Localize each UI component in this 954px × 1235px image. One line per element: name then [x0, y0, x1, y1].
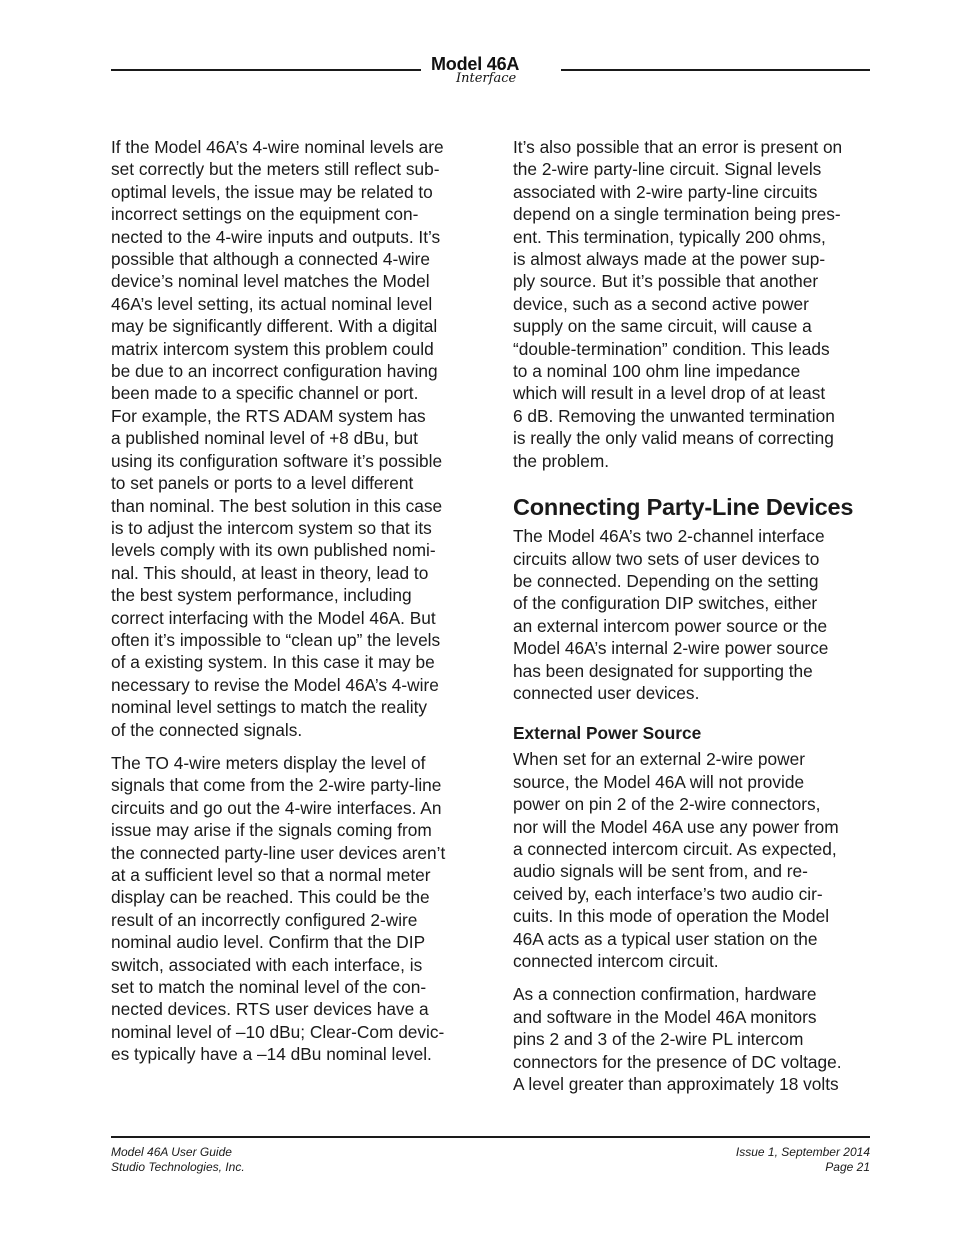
text-line: a connected intercom circuit. As expected, [513, 838, 837, 859]
text-line: ceived by, each interface’s two audio cir- [513, 883, 823, 904]
text-line: connected user devices. [513, 682, 700, 703]
section-paragraph [513, 525, 878, 704]
text-line: often it’s impossible to “clean up” the levels [111, 629, 441, 650]
text-line: be due to an incorrect configuration having [111, 361, 438, 382]
text-line: possible that although a connected 4-wire [111, 249, 430, 270]
footer-company: Studio Technologies, Inc. [111, 1160, 245, 1174]
text-line: incorrect settings on the equipment con- [111, 204, 419, 225]
footer-right [736, 1145, 870, 1175]
subsection-heading: External Power Source [513, 723, 702, 744]
left-column [111, 136, 483, 1077]
text-line: device’s nominal level matches the Model [111, 271, 430, 292]
text-line: es typically have a –14 dBu nominal level. [111, 1044, 432, 1065]
text-line: supply on the same circuit, will cause a [513, 316, 812, 337]
text-line: the problem. [513, 450, 610, 471]
text-line: power on pin 2 of the 2-wire connectors, [513, 794, 821, 815]
text-line: “double-termination” condition. This leads [513, 338, 830, 359]
text-line: signals that come from the 2-wire party-line [111, 775, 442, 796]
text-line: which will result in a level drop of at least [513, 383, 826, 404]
text-line: necessary to revise the Model 46A’s 4-wire [111, 674, 439, 695]
text-line: issue may arise if the signals coming from [111, 820, 432, 841]
subsection-paragraph-2 [513, 983, 878, 1095]
text-line: to a nominal 100 ohm line impedance [513, 361, 801, 382]
footer-page-number: Page 21 [825, 1160, 870, 1174]
text-line: of the configuration DIP switches, either [513, 593, 818, 614]
text-line: nor will the Model 46A use any power from [513, 816, 839, 837]
text-line: If the Model 46A’s 4-wire nominal levels are [111, 137, 444, 157]
text-line: A level greater than approximately 18 volts [513, 1074, 839, 1095]
header-title: Model 46A [431, 54, 520, 74]
text-line: may be significantly different. With a digital [111, 316, 438, 337]
footer-issue: Issue 1, September 2014 [735, 1145, 870, 1159]
text-line: audio signals will be sent from, and re- [513, 861, 808, 882]
header-subtitle: Interface [456, 71, 517, 86]
text-line: is to adjust the intercom system so that its [111, 517, 432, 538]
text-line: to set panels or ports to a level different [111, 473, 414, 494]
text-line: levels comply with its own published nomi- [111, 540, 436, 561]
text-line: set to match the nominal level of the con- [111, 977, 427, 998]
text-line: source, the Model 46A will not provide [513, 771, 805, 792]
text-line: The TO 4-wire meters display the level of [111, 752, 426, 773]
text-line: the 2-wire party-line circuit. Signal levels [513, 159, 822, 180]
text-line: Model 46A’s internal 2-wire power source [513, 638, 829, 659]
text-line: depend on a single termination being pres- [513, 204, 841, 225]
text-line: ent. This termination, typically 200 ohms, [513, 226, 826, 247]
text-line: the connected party-line user devices aren’t [111, 842, 446, 863]
text-line: cuits. In this mode of operation the Model [513, 906, 830, 927]
left-paragraph-2 [111, 752, 483, 1066]
text-line: has been designated for supporting the [513, 660, 813, 681]
right-column [513, 136, 878, 1106]
text-line: matrix intercom system this problem could [111, 338, 434, 359]
header-rule-right [561, 69, 870, 71]
text-line: nected to the 4-wire inputs and outputs. It’s [111, 226, 441, 247]
text-line: 46A acts as a typical user station on the [513, 928, 818, 949]
text-line: 46A’s level setting, its actual nominal level [111, 293, 433, 314]
text-line: As a connection confirmation, hardware [513, 984, 817, 1005]
section-heading: Connecting Party-Line Devices [513, 494, 854, 521]
left-paragraph-1 [111, 136, 483, 741]
text-line: associated with 2-wire party-line circuits [513, 181, 818, 202]
subsection-paragraph-1 [513, 748, 878, 972]
text-line: the best system performance, including [111, 585, 412, 606]
text-line: switch, associated with each interface, is [111, 954, 423, 975]
footer-rule [111, 1136, 870, 1138]
text-line: and software in the Model 46A monitors [513, 1006, 817, 1027]
text-line: pins 2 and 3 of the 2-wire PL intercom [513, 1029, 804, 1050]
text-line: is really the only valid means of correcting [513, 428, 834, 449]
text-line: be connected. Depending on the setting [513, 570, 819, 591]
text-line: correct interfacing with the Model 46A. But [111, 607, 436, 628]
text-line: connectors for the presence of DC voltage. [513, 1051, 842, 1072]
text-line: nected devices. RTS user devices have a [111, 999, 429, 1020]
text-line: When set for an external 2-wire power [513, 749, 805, 770]
text-line: is almost always made at the power sup- [513, 249, 826, 270]
text-line: nominal audio level. Confirm that the DIP [111, 932, 426, 953]
text-line: of the connected signals. [111, 719, 303, 740]
text-line: an external intercom power source or the [513, 615, 828, 636]
header-rule-left [111, 69, 421, 71]
text-line: nal. This should, at least in theory, lead to [111, 562, 429, 583]
text-line: of a existing system. In this case it may be [111, 652, 435, 673]
text-line: optimal levels, the issue may be related to [111, 181, 433, 202]
text-line: result of an incorrectly configured 2-wire [111, 909, 418, 930]
text-line: The Model 46A’s two 2-channel interface [513, 526, 825, 547]
text-line: circuits and go out the 4-wire interfaces. An [111, 797, 442, 818]
text-line: at a sufficient level so that a normal meter [111, 865, 431, 885]
text-line: nominal level settings to match the reality [111, 697, 428, 718]
text-line: For example, the RTS ADAM system has [111, 405, 426, 426]
text-line: set correctly but the meters still reflect sub- [111, 159, 440, 180]
text-line: ply source. But it’s possible that another [513, 271, 819, 292]
right-intro-paragraph [513, 136, 878, 472]
footer-guide-title: Model 46A User Guide [111, 1145, 232, 1159]
text-line: than nominal. The best solution in this case [111, 495, 443, 516]
text-line: It’s also possible that an error is present on [513, 137, 843, 157]
text-line: a published nominal level of +8 dBu, but [111, 428, 418, 449]
footer-left [111, 1145, 245, 1175]
text-line: connected intercom circuit. [513, 951, 719, 971]
text-line: been made to a specific channel or port. [111, 383, 419, 404]
text-line: device, such as a second active power [513, 293, 809, 314]
text-line: using its configuration software it’s possible [111, 450, 443, 471]
text-line: circuits allow two sets of user devices to [513, 548, 820, 569]
text-line: nominal level of –10 dBu; Clear-Com devic- [111, 1021, 445, 1042]
text-line: display can be reached. This could be the [111, 887, 430, 908]
text-line: 6 dB. Removing the unwanted termination [513, 405, 835, 426]
